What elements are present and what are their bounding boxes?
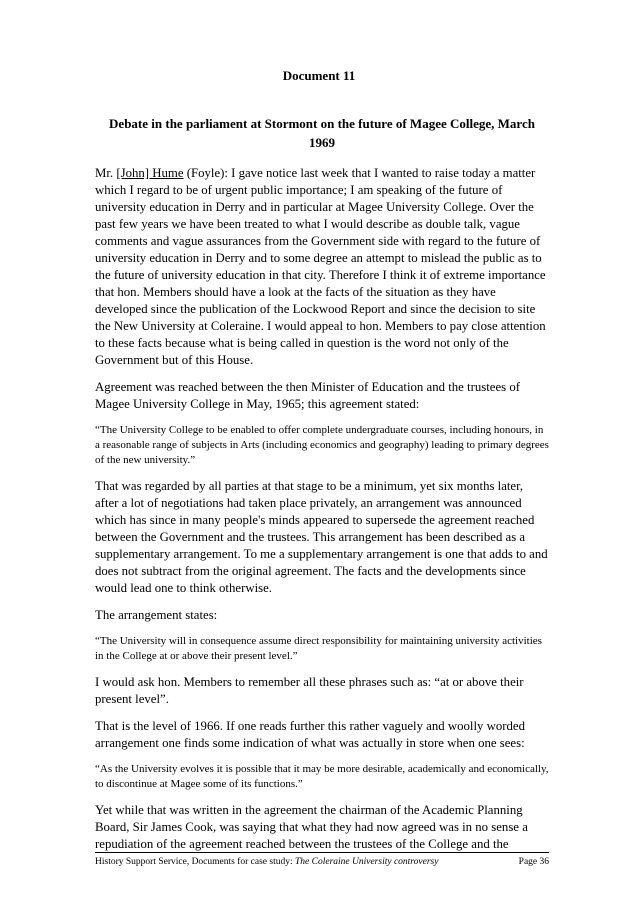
paragraph-5: I would ask hon. Members to remember all these phrases such as: “at or above their present level”. <box>95 675 524 706</box>
speaker-prefix: Mr. <box>95 166 117 180</box>
quotation-2: “The University will in consequence assume direct responsibility for maintaining university activities in the College at or above their present level.” <box>95 635 542 662</box>
page-number: Page 36 <box>518 857 549 867</box>
paragraph-2: Agreement was reached between the then Minister of Education and the trustees of Magee University College in May, 1965; this agreement stated: <box>95 380 520 411</box>
document-subtitle: Debate in the parliament at Stormont on the future of Magee College, March 1969 <box>109 116 535 150</box>
footer-source <box>95 857 438 867</box>
paragraph-7: Yet while that was written in the agreement the chairman of the Academic Planning Board, Sir James Cook, was saying that what they had now agreed was in no sense a repudiation of the agreement reached between the trustees of the College and the <box>95 803 528 851</box>
paragraph-4: The arrangement states: <box>95 608 218 622</box>
document-title: Document 11 <box>282 68 356 83</box>
paragraph-1 <box>95 165 549 369</box>
document-body <box>95 165 549 863</box>
quotation-1: “The University College to be enabled to offer complete undergraduate courses, including honours, in a reasonable range of subjects in Arts (including economics and geography) leading to primary degrees of the new university.” <box>95 424 549 466</box>
paragraph-6: That is the level of 1966. If one reads further this rather vaguely and woolly worded arrangement one finds some indication of what was actually in store when one sees: <box>95 719 525 750</box>
speaker-name: [John] Hume <box>116 166 184 180</box>
paragraph-3: That was regarded by all parties at that stage to be a minimum, yet six months later, after a lot of negotiations had taken place privately, an arrangement was announced which has since in many people's minds appeared to supersede the agreement reached between the Government and the trustees. This arrangement has been described as a supplementary arrangement. To me a supplementary arrangement is one that adds to and does not subtract from the original agreement. The facts and the developments since would lead one to think otherwise. <box>95 479 548 595</box>
quotation-3: “As the University evolves it is possible that it may be more desirable, academically and economically, to discontinue at Magee some of its functions.” <box>95 763 549 790</box>
footer-source-prefix: History Support Service, Documents for case study: <box>95 857 295 867</box>
footer-source-title: The Coleraine University controversy <box>295 857 439 867</box>
paragraph-1-text: (Foyle): I gave notice last week that I wanted to raise today a matter which I regard to be of urgent public importance; I am speaking of the future of university education in Derry and in particular at Magee University College. Over the past few years we have been treated to what I would describe as double talk, vague comments and vague assurances from the Government side with regard to the future of university education in Derry and to some degree an attempt to mislead the public as to the future of university education in that city. Therefore I think it of extreme importance that hon. Members should have a look at the facts of the situation as they have developed since the publication of the Lockwood Report and since the decision to site the New University at Coleraine. I would appeal to hon. Members to pay close attention to these facts because what is being called in question is the word not only of the Government but of this House. <box>95 166 546 367</box>
footer-divider <box>95 852 549 853</box>
